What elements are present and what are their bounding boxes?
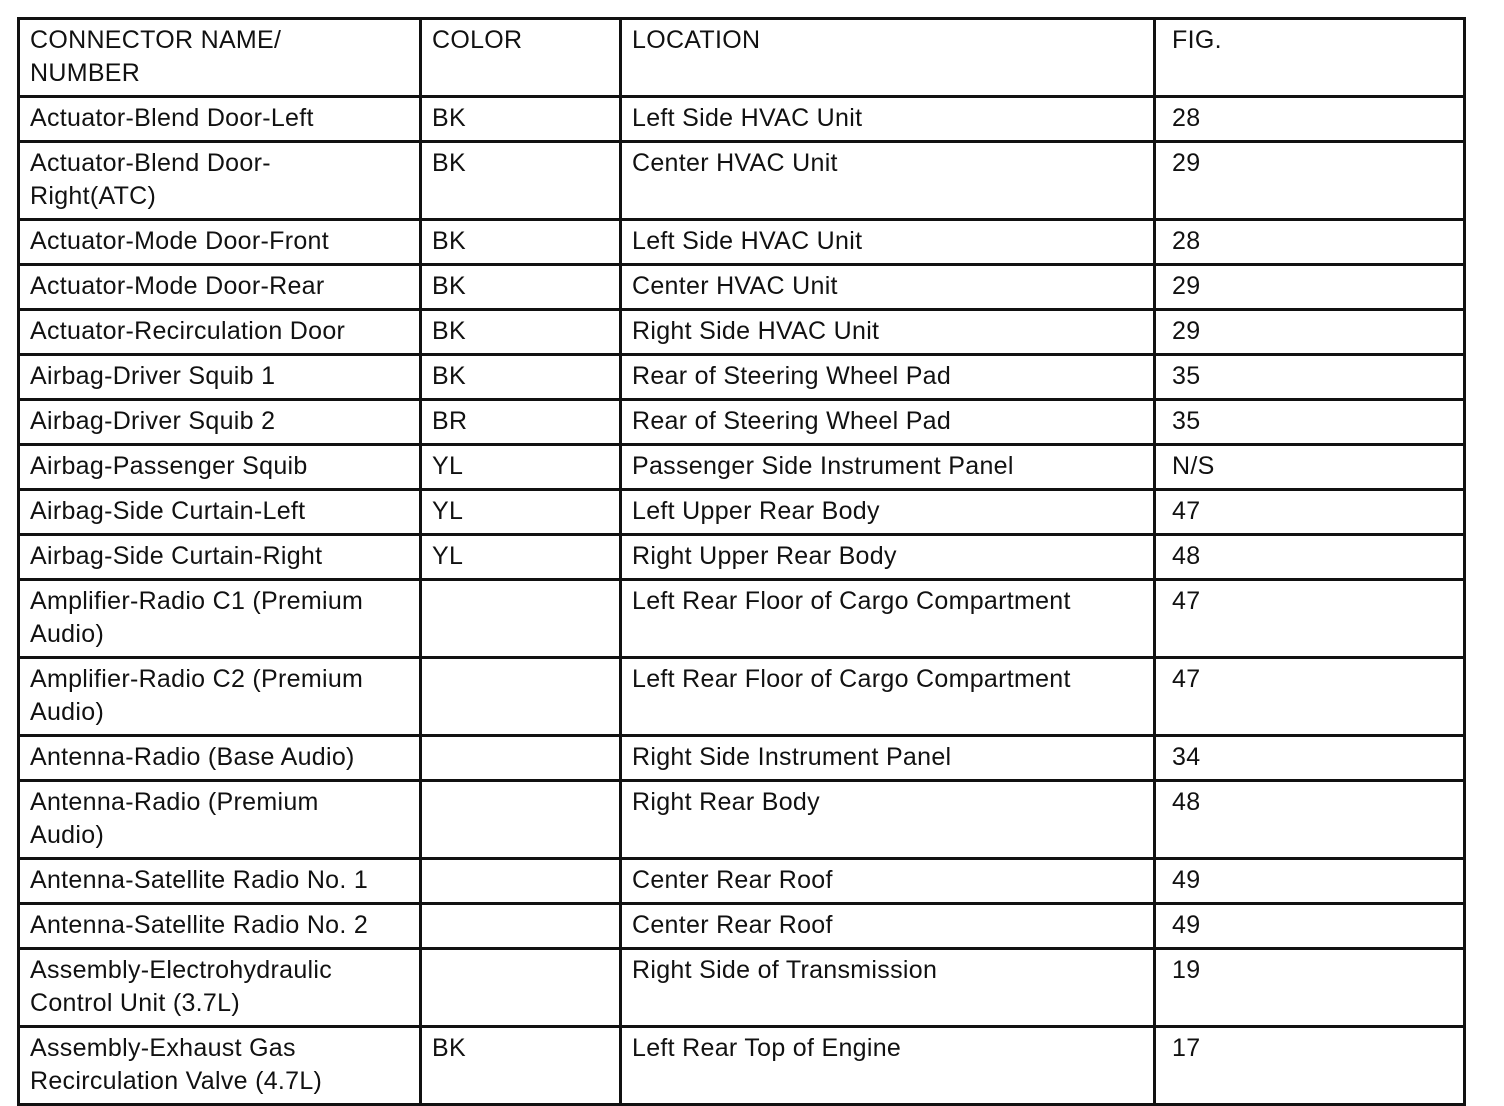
cell-color: YL bbox=[421, 445, 621, 490]
table-row bbox=[19, 949, 1465, 1027]
cell-location: Left Rear Top of Engine bbox=[621, 1027, 1155, 1105]
connector-table bbox=[17, 17, 1466, 1106]
cell-fig: 28 bbox=[1155, 220, 1465, 265]
cell-location: Left Side HVAC Unit bbox=[621, 220, 1155, 265]
table-row bbox=[19, 355, 1465, 400]
cell-fig: 35 bbox=[1155, 355, 1465, 400]
cell-name: Airbag-Side Curtain-Right bbox=[19, 535, 421, 580]
table-row bbox=[19, 490, 1465, 535]
cell-location: Right Side HVAC Unit bbox=[621, 310, 1155, 355]
table-row bbox=[19, 445, 1465, 490]
cell-name: Assembly-Exhaust Gas Recirculation Valve (4.7L) bbox=[19, 1027, 421, 1105]
cell-fig: 29 bbox=[1155, 265, 1465, 310]
cell-fig: 34 bbox=[1155, 736, 1465, 781]
cell-color bbox=[421, 859, 621, 904]
cell-name: Actuator-Blend Door- Right(ATC) bbox=[19, 142, 421, 220]
cell-color: YL bbox=[421, 490, 621, 535]
header-connector-name: CONNECTOR NAME/ NUMBER bbox=[19, 19, 421, 97]
table-row bbox=[19, 400, 1465, 445]
cell-color: BR bbox=[421, 400, 621, 445]
cell-location: Center Rear Roof bbox=[621, 859, 1155, 904]
cell-location: Center HVAC Unit bbox=[621, 265, 1155, 310]
cell-location: Right Side of Transmission bbox=[621, 949, 1155, 1027]
cell-name: Amplifier-Radio C1 (Premium Audio) bbox=[19, 580, 421, 658]
cell-fig: 29 bbox=[1155, 310, 1465, 355]
cell-fig: 48 bbox=[1155, 535, 1465, 580]
cell-color bbox=[421, 580, 621, 658]
table-row bbox=[19, 736, 1465, 781]
cell-name: Antenna-Satellite Radio No. 1 bbox=[19, 859, 421, 904]
cell-location: Rear of Steering Wheel Pad bbox=[621, 400, 1155, 445]
cell-color bbox=[421, 949, 621, 1027]
table-row bbox=[19, 904, 1465, 949]
table-row bbox=[19, 781, 1465, 859]
cell-fig: 49 bbox=[1155, 904, 1465, 949]
cell-color bbox=[421, 904, 621, 949]
cell-fig: 48 bbox=[1155, 781, 1465, 859]
table-row bbox=[19, 658, 1465, 736]
cell-location: Center HVAC Unit bbox=[621, 142, 1155, 220]
cell-name: Airbag-Side Curtain-Left bbox=[19, 490, 421, 535]
cell-name: Antenna-Satellite Radio No. 2 bbox=[19, 904, 421, 949]
table-row bbox=[19, 535, 1465, 580]
cell-name: Airbag-Passenger Squib bbox=[19, 445, 421, 490]
cell-fig: 29 bbox=[1155, 142, 1465, 220]
cell-color: BK bbox=[421, 310, 621, 355]
cell-fig: 47 bbox=[1155, 580, 1465, 658]
cell-fig: 47 bbox=[1155, 490, 1465, 535]
cell-color bbox=[421, 658, 621, 736]
cell-color: YL bbox=[421, 535, 621, 580]
cell-color bbox=[421, 736, 621, 781]
cell-color bbox=[421, 781, 621, 859]
header-color: COLOR bbox=[421, 19, 621, 97]
cell-color: BK bbox=[421, 97, 621, 142]
table-row bbox=[19, 580, 1465, 658]
cell-fig: 28 bbox=[1155, 97, 1465, 142]
cell-color: BK bbox=[421, 220, 621, 265]
cell-fig: 49 bbox=[1155, 859, 1465, 904]
cell-location: Rear of Steering Wheel Pad bbox=[621, 355, 1155, 400]
cell-name: Actuator-Recirculation Door bbox=[19, 310, 421, 355]
header-location: LOCATION bbox=[621, 19, 1155, 97]
cell-color: BK bbox=[421, 265, 621, 310]
connector-table-container bbox=[17, 17, 1466, 1106]
table-row bbox=[19, 220, 1465, 265]
cell-name: Airbag-Driver Squib 1 bbox=[19, 355, 421, 400]
cell-name: Airbag-Driver Squib 2 bbox=[19, 400, 421, 445]
cell-color: BK bbox=[421, 142, 621, 220]
cell-name: Actuator-Blend Door-Left bbox=[19, 97, 421, 142]
cell-name: Amplifier-Radio C2 (Premium Audio) bbox=[19, 658, 421, 736]
table-row bbox=[19, 142, 1465, 220]
cell-name: Antenna-Radio (Premium Audio) bbox=[19, 781, 421, 859]
cell-color: BK bbox=[421, 355, 621, 400]
table-row bbox=[19, 859, 1465, 904]
cell-fig: 35 bbox=[1155, 400, 1465, 445]
cell-location: Left Rear Floor of Cargo Compartment bbox=[621, 658, 1155, 736]
table-row bbox=[19, 265, 1465, 310]
cell-location: Left Upper Rear Body bbox=[621, 490, 1155, 535]
cell-location: Center Rear Roof bbox=[621, 904, 1155, 949]
cell-name: Actuator-Mode Door-Rear bbox=[19, 265, 421, 310]
table-header-row bbox=[19, 19, 1465, 97]
cell-fig: N/S bbox=[1155, 445, 1465, 490]
cell-name: Actuator-Mode Door-Front bbox=[19, 220, 421, 265]
cell-location: Right Rear Body bbox=[621, 781, 1155, 859]
cell-color: BK bbox=[421, 1027, 621, 1105]
cell-name: Antenna-Radio (Base Audio) bbox=[19, 736, 421, 781]
cell-fig: 17 bbox=[1155, 1027, 1465, 1105]
cell-fig: 47 bbox=[1155, 658, 1465, 736]
cell-fig: 19 bbox=[1155, 949, 1465, 1027]
table-row bbox=[19, 97, 1465, 142]
cell-location: Left Rear Floor of Cargo Compartment bbox=[621, 580, 1155, 658]
cell-location: Right Side Instrument Panel bbox=[621, 736, 1155, 781]
cell-location: Passenger Side Instrument Panel bbox=[621, 445, 1155, 490]
cell-location: Right Upper Rear Body bbox=[621, 535, 1155, 580]
cell-location: Left Side HVAC Unit bbox=[621, 97, 1155, 142]
header-fig: FIG. bbox=[1155, 19, 1465, 97]
table-row bbox=[19, 1027, 1465, 1105]
cell-name: Assembly-Electrohydraulic Control Unit (3.7L) bbox=[19, 949, 421, 1027]
table-row bbox=[19, 310, 1465, 355]
